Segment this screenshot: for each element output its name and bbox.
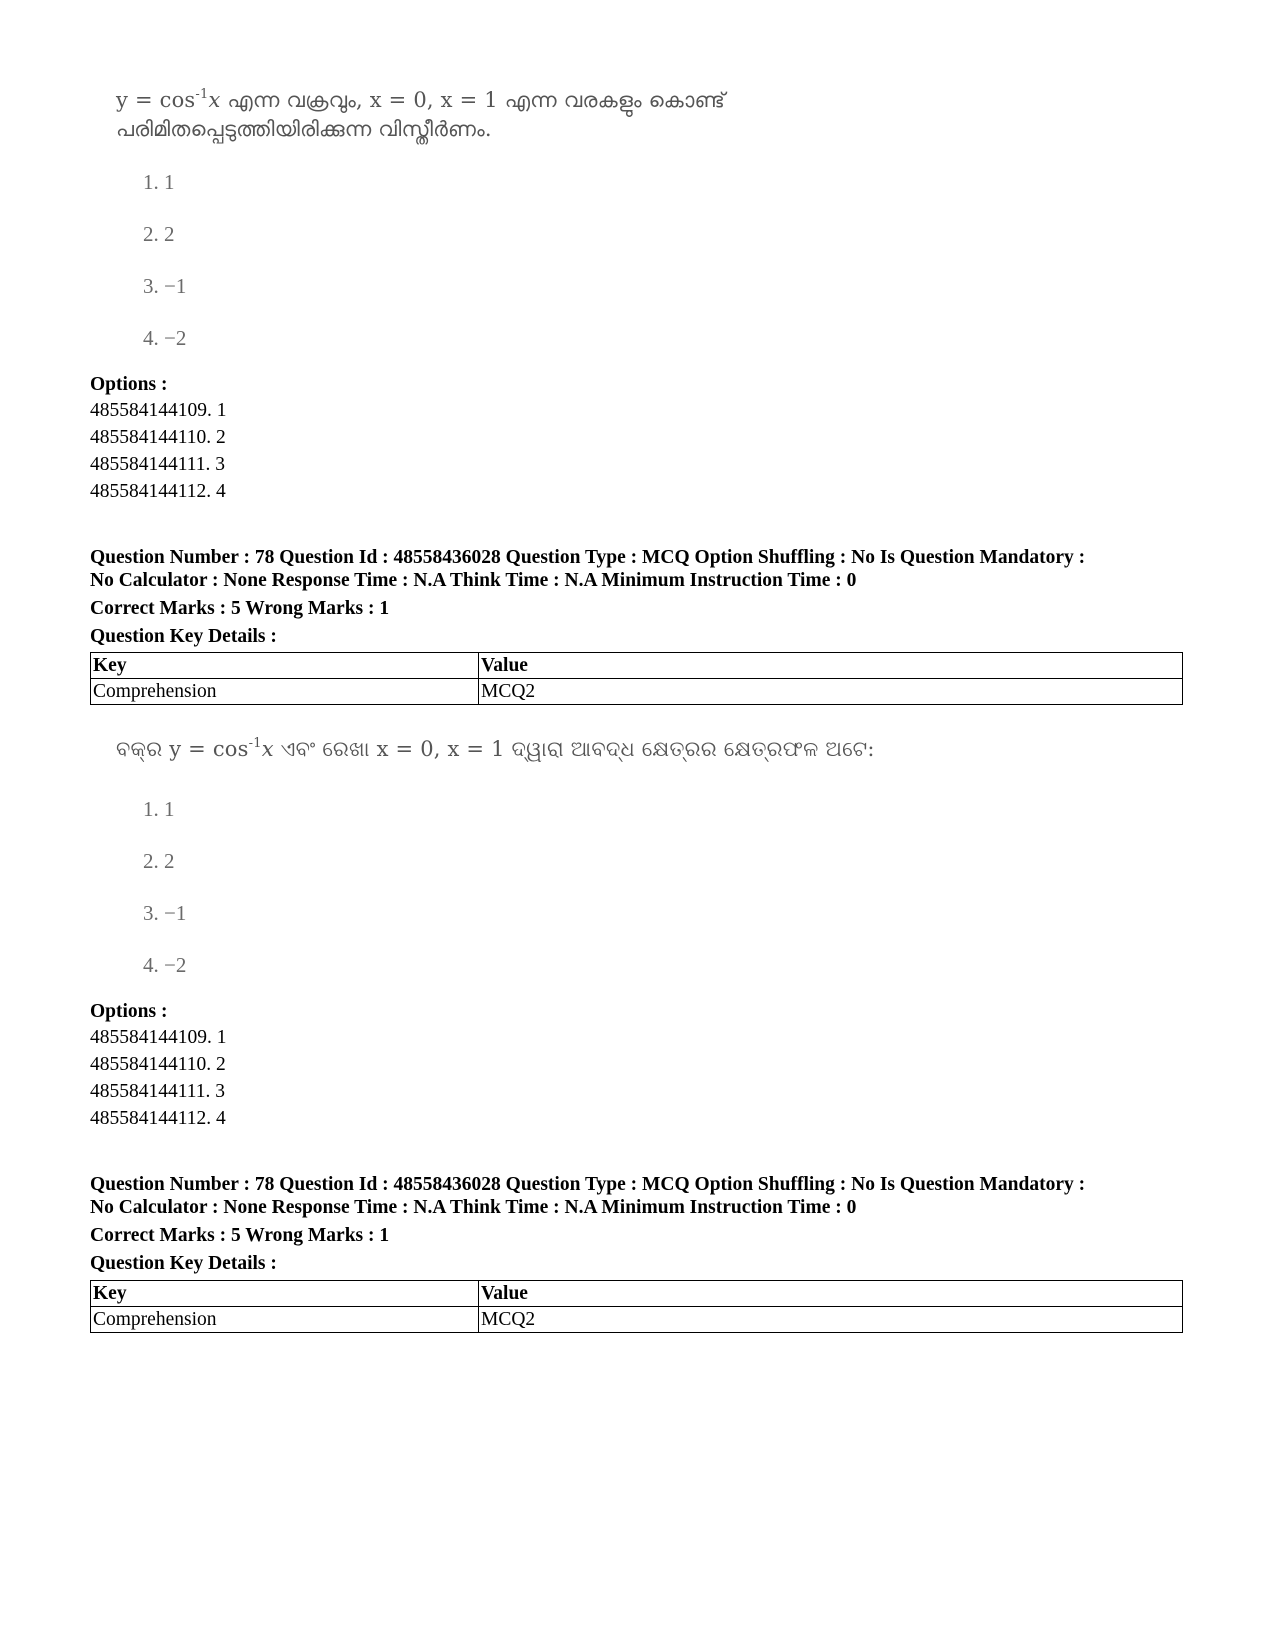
equation-prefix: y = cos	[116, 88, 196, 112]
key-details-label: Question Key Details :	[90, 626, 277, 647]
option-row: 485584144111. 3	[90, 454, 226, 475]
table-header-value: Value	[479, 1281, 1183, 1307]
key-details-label: Question Key Details :	[90, 1253, 277, 1274]
equation-variable: x	[261, 737, 274, 761]
image-option-3: 3. −1	[143, 274, 187, 298]
question-meta-line-1: Question Number : 78 Question Id : 48558436028 Question Type : MCQ Option Shuffling : No Is Question Mandatory :	[90, 1174, 1086, 1195]
image-option-1: 1. 1	[143, 797, 175, 821]
question-text: എന്ന വക്രവും, x = 0, x = 1 എന്ന വരകളും കൊണ്ട്	[220, 88, 726, 112]
image-option-2: 2. 2	[143, 849, 175, 873]
key-details-table	[90, 652, 1183, 705]
question-meta-line-1: Question Number : 78 Question Id : 48558436028 Question Type : MCQ Option Shuffling : No Is Question Mandatory :	[90, 547, 1086, 568]
table-cell-value: MCQ2	[479, 1307, 1183, 1333]
table-header-value: Value	[479, 653, 1183, 679]
marks-line: Correct Marks : 5 Wrong Marks : 1	[90, 1225, 390, 1246]
option-row: 485584144112. 4	[90, 1108, 226, 1129]
options-label: Options :	[90, 1001, 168, 1022]
question-image-line-2: പരിമിതപ്പെടുത്തിയിരിക്കുന്ന വിസ്തീർണം.	[116, 117, 492, 141]
question-text: ଏବଂ ରେଖା x = 0, x = 1 ଦ୍ୱାରା ଆବଦ୍ଧ କ୍ଷେତ୍ରର କ୍ଷେତ୍ରଫଳ ଅଟେ:	[273, 737, 875, 761]
table-cell-key: Comprehension	[91, 1307, 479, 1333]
option-row: 485584144110. 2	[90, 1054, 226, 1075]
key-details-table	[90, 1280, 1183, 1333]
table-header-key: Key	[91, 653, 479, 679]
table-header-row	[91, 653, 1183, 679]
options-label: Options :	[90, 374, 168, 395]
table-header-key: Key	[91, 1281, 479, 1307]
image-option-4: 4. −2	[143, 326, 187, 350]
equation-prefix: ବକ୍ର y = cos	[116, 737, 249, 761]
option-row: 485584144112. 4	[90, 481, 226, 502]
question-image-line-1	[116, 737, 875, 762]
table-cell-key: Comprehension	[91, 679, 479, 705]
marks-line: Correct Marks : 5 Wrong Marks : 1	[90, 598, 390, 619]
image-option-3: 3. −1	[143, 901, 187, 925]
option-row: 485584144111. 3	[90, 1081, 226, 1102]
option-row: 485584144109. 1	[90, 400, 227, 421]
equation-variable: x	[208, 88, 221, 112]
table-row	[91, 1307, 1183, 1333]
table-header-row	[91, 1281, 1183, 1307]
option-row: 485584144109. 1	[90, 1027, 227, 1048]
image-option-2: 2. 2	[143, 222, 175, 246]
question-meta-line-2: No Calculator : None Response Time : N.A Think Time : N.A Minimum Instruction Time : 0	[90, 570, 857, 591]
option-row: 485584144110. 2	[90, 427, 226, 448]
image-option-4: 4. −2	[143, 953, 187, 977]
image-option-1: 1. 1	[143, 170, 175, 194]
equation-superscript: -1	[195, 87, 209, 102]
table-cell-value: MCQ2	[479, 679, 1183, 705]
question-meta-line-2: No Calculator : None Response Time : N.A Think Time : N.A Minimum Instruction Time : 0	[90, 1197, 857, 1218]
table-row	[91, 679, 1183, 705]
question-image-line-1	[116, 88, 725, 113]
equation-superscript: -1	[248, 736, 262, 751]
